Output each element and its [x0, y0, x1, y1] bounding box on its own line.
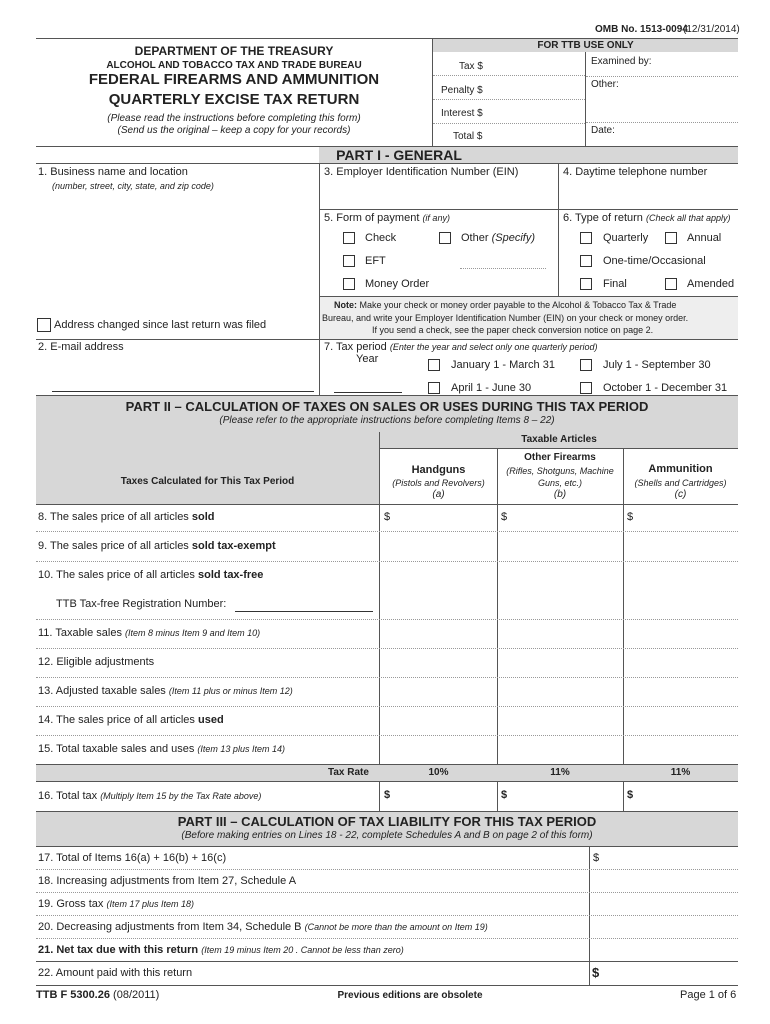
- item3-label: 3. Employer Identification Number (EIN): [324, 166, 519, 178]
- other-payment-line[interactable]: [460, 268, 546, 269]
- handguns-sub: (Pistols and Revolvers): [392, 478, 485, 488]
- page-number: Page 1 of 6: [680, 989, 737, 1001]
- item17-dollar: $: [593, 852, 600, 864]
- item9-label: 9. The sales price of all articles sold tax-exempt: [38, 540, 276, 552]
- item8c-dollar: $: [627, 511, 634, 523]
- item16b-dollar: $: [501, 789, 508, 801]
- address-changed-label: Address changed since last return was filed: [54, 319, 267, 331]
- ttb-use-divider: [432, 38, 433, 146]
- eft-label: EFT: [365, 255, 386, 267]
- quarterly-checkbox[interactable]: [580, 232, 592, 244]
- amended-label: Amended: [687, 278, 735, 290]
- q2-label: April 1 - June 30: [451, 382, 532, 394]
- ttb-date: Date:: [591, 125, 615, 136]
- other-firearms-header: Other Firearms: [524, 452, 596, 463]
- item19-label: 19. Gross tax (Item 17 plus Item 18): [38, 898, 195, 910]
- item16c-dollar: $: [627, 789, 634, 801]
- item6-label: 6. Type of return (Check all that apply): [563, 212, 731, 224]
- taxable-articles: Taxable Articles: [521, 434, 597, 445]
- year-line[interactable]: [334, 392, 402, 393]
- ttb-tax: Tax $: [459, 61, 483, 72]
- annual-label: Annual: [687, 232, 722, 244]
- item4-label: 4. Daytime telephone number: [563, 166, 708, 178]
- item20-label: 20. Decreasing adjustments from Item 34, Schedule B (Cannot be more than the amount on Item 19): [38, 921, 488, 933]
- address-changed-checkbox[interactable]: [37, 318, 51, 332]
- note-line-2: Bureau, and write your Employer Identification Number (EIN) on your check or money order.: [322, 313, 689, 323]
- q3-label: July 1 - September 30: [603, 359, 711, 371]
- tax-rate-label: Tax Rate: [328, 767, 369, 778]
- email-line[interactable]: [52, 391, 314, 392]
- other-firearms-sub-2: Guns, etc.): [537, 478, 582, 488]
- item8-label: 8. The sales price of all articles sold: [38, 511, 215, 523]
- onetime-checkbox[interactable]: [580, 255, 592, 267]
- item8b-dollar: $: [501, 511, 508, 523]
- item16a-dollar: $: [384, 789, 391, 801]
- item2-label: 2. E-mail address: [38, 341, 124, 353]
- form-number: TTB F 5300.26 (08/2011): [36, 989, 160, 1001]
- form-title-2: QUARTERLY EXCISE TAX RETURN: [108, 91, 360, 108]
- obsolete-notice: Previous editions are obsolete: [337, 990, 483, 1001]
- check-payment-checkbox[interactable]: [343, 232, 355, 244]
- item12-label: 12. Eligible adjustments: [38, 656, 155, 668]
- item22-label: 22. Amount paid with this return: [38, 967, 193, 979]
- part1-divider: [319, 163, 320, 395]
- ttb-reg-label: TTB Tax-free Registration Number:: [56, 598, 227, 610]
- bureau-name: ALCOHOL AND TOBACCO TAX AND TRADE BUREAU: [106, 60, 362, 71]
- item8a-dollar: $: [384, 511, 391, 523]
- ttb-use-heading: FOR TTB USE ONLY: [537, 40, 634, 51]
- col-c-label: (c): [674, 489, 687, 500]
- other-payment-label: Other (Specify): [461, 232, 535, 244]
- item21-label: 21. Net tax due with this return (Item 19 minus Item 20 . Cannot be less than zero): [38, 944, 404, 956]
- part3-subtitle: (Before making entries on Lines 18 - 22, complete Schedules A and B on page 2 of this form): [181, 830, 593, 841]
- item16-label: 16. Total tax (Multiply Item 15 by the Tax Rate above): [38, 790, 262, 802]
- col-label-bg: [36, 432, 379, 504]
- tax-rate-a: 10%: [428, 767, 449, 778]
- note-line-3: If you send a check, see the paper check conversion notice on page 2.: [372, 325, 654, 335]
- check-payment-label: Check: [365, 232, 397, 244]
- other-firearms-sub-1: (Rifles, Shotguns, Machine: [506, 466, 614, 476]
- item5-label: 5. Form of payment (if any): [324, 212, 450, 224]
- ttb-interest: Interest $: [441, 108, 483, 119]
- item14-label: 14. The sales price of all articles used: [38, 714, 224, 726]
- q2-checkbox[interactable]: [428, 382, 440, 394]
- q1-label: January 1 - March 31: [451, 359, 555, 371]
- final-label: Final: [603, 278, 627, 290]
- note-line-1: Note: Make your check or money order payable to the Alcohol & Tobacco Tax & Trade: [334, 300, 677, 310]
- form-title-1: FEDERAL FIREARMS AND AMMUNITION: [88, 71, 380, 88]
- col-a-label: (a): [432, 489, 445, 500]
- omb-date: (12/31/2014): [683, 24, 740, 35]
- year-label: Year: [356, 353, 379, 365]
- instruction-1: (Please read the instructions before completing this form): [107, 113, 361, 124]
- item7-label: 7. Tax period (Enter the year and select only one quarterly period): [324, 341, 598, 353]
- money-order-checkbox[interactable]: [343, 278, 355, 290]
- eft-checkbox[interactable]: [343, 255, 355, 267]
- ammo-sub: (Shells and Cartridges): [634, 478, 727, 488]
- item18-label: 18. Increasing adjustments from Item 27, Schedule A: [38, 875, 297, 887]
- item15-label: 15. Total taxable sales and uses (Item 13 plus Item 14): [38, 743, 285, 755]
- col-b-label: (b): [553, 489, 567, 500]
- part2-subtitle: (Please refer to the appropriate instructions before completing Items 8 – 22): [219, 415, 555, 426]
- q1-checkbox[interactable]: [428, 359, 440, 371]
- ttb-reg-line[interactable]: [235, 611, 373, 612]
- money-order-label: Money Order: [365, 278, 430, 290]
- instruction-2: (Send us the original – keep a copy for your records): [117, 125, 351, 136]
- ttb-penalty: Penalty $: [441, 85, 483, 96]
- part3-title: PART III – CALCULATION OF TAX LIABILITY FOR THIS TAX PERIOD: [177, 814, 597, 829]
- col-label: Taxes Calculated for This Tax Period: [120, 476, 295, 487]
- item11-label: 11. Taxable sales (Item 8 minus Item 9 and Item 10): [38, 627, 261, 639]
- q4-label: October 1 - December 31: [603, 382, 728, 394]
- ttb-examined: Examined by:: [591, 56, 652, 67]
- dept-name: DEPARTMENT OF THE TREASURY: [134, 44, 334, 58]
- ttb-total: Total $: [453, 131, 483, 142]
- item1-label: 1. Business name and location: [38, 166, 188, 178]
- item17-label: 17. Total of Items 16(a) + 16(b) + 16(c): [38, 852, 227, 864]
- handguns-header: Handguns: [411, 464, 466, 476]
- item13-label: 13. Adjusted taxable sales (Item 11 plus or minus Item 12): [38, 685, 293, 697]
- other-payment-checkbox[interactable]: [439, 232, 451, 244]
- onetime-label: One-time/Occasional: [603, 255, 706, 267]
- final-checkbox[interactable]: [580, 278, 592, 290]
- q4-checkbox[interactable]: [580, 382, 592, 394]
- item1-sub: (number, street, city, state, and zip code): [52, 181, 214, 191]
- part1-title: PART I - GENERAL: [336, 147, 462, 163]
- omb-number: OMB No. 1513-0094: [595, 24, 688, 35]
- item10-label: 10. The sales price of all articles sold tax-free: [38, 569, 264, 581]
- annual-checkbox[interactable]: [665, 232, 677, 244]
- ttb-other: Other:: [591, 79, 619, 90]
- item22-dollar: $: [592, 965, 600, 980]
- tax-rate-c: 11%: [670, 767, 691, 778]
- part2-title: PART II – CALCULATION OF TAXES ON SALES OR USES DURING THIS TAX PERIOD: [125, 399, 649, 414]
- tax-rate-b: 11%: [550, 767, 570, 778]
- part1-divider-2: [558, 163, 559, 296]
- ttb-use-divider-2: [585, 52, 586, 146]
- q3-checkbox[interactable]: [580, 359, 592, 371]
- quarterly-label: Quarterly: [603, 232, 649, 244]
- amended-checkbox[interactable]: [665, 278, 677, 290]
- ammo-header: Ammunition: [648, 463, 713, 475]
